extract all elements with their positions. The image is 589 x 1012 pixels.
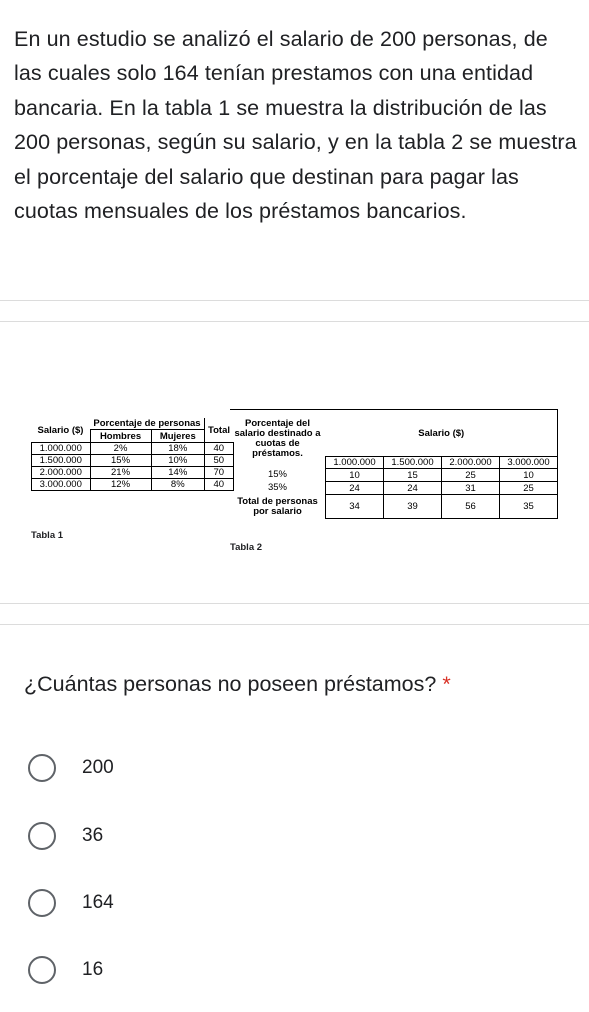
t1-cell-women: 14% bbox=[151, 467, 204, 479]
t1-cell-women: 18% bbox=[151, 443, 204, 455]
t2-cell: 10 bbox=[326, 469, 384, 482]
table-1-caption: Tabla 1 bbox=[31, 530, 64, 541]
t1-cell-men: 21% bbox=[90, 467, 151, 479]
table-row bbox=[230, 495, 558, 519]
radio-button[interactable] bbox=[28, 956, 56, 984]
option-label: 164 bbox=[82, 892, 114, 913]
t1-cell-men: 15% bbox=[90, 455, 151, 467]
t2-row-label: 35% bbox=[267, 482, 287, 493]
t1-header-women: Mujeres bbox=[151, 430, 204, 443]
t2-cell: 34 bbox=[326, 495, 384, 519]
table-2-caption: Tabla 2 bbox=[230, 542, 263, 553]
t1-header-percent: Porcentaje de personas bbox=[90, 418, 205, 430]
required-mark: * bbox=[442, 672, 451, 696]
table-row bbox=[230, 482, 558, 495]
t2-cell: 39 bbox=[384, 495, 442, 519]
t1-cell-salary: 3.000.000 bbox=[32, 479, 91, 491]
t2-cell: 31 bbox=[442, 482, 500, 495]
radio-button[interactable] bbox=[28, 754, 56, 782]
t1-cell-salary: 1.500.000 bbox=[32, 455, 91, 467]
t1-cell-men: 12% bbox=[90, 479, 151, 491]
question-text: ¿Cuántas personas no poseen préstamos? * bbox=[24, 672, 451, 696]
t1-cell-salary: 2.000.000 bbox=[32, 467, 91, 479]
t2-salary-header: 3.000.000 bbox=[500, 457, 558, 469]
t2-salary-header: 2.000.000 bbox=[442, 457, 500, 469]
option-200[interactable] bbox=[28, 752, 114, 784]
t1-cell-women: 10% bbox=[151, 455, 204, 467]
t1-cell-men: 2% bbox=[90, 443, 151, 455]
intro-text: En un estudio se analizó el salario de 200 personas, de las cuales solo 164 tenían prestamos con una entidad bancaria. En la tabla 1 se muestra la distribución de las 200 personas, según su salario, y en la tabla 2 se muestra el porcentaje del salario que destinan para pagar las cuotas mensuales de los préstamos bancarios. bbox=[14, 27, 577, 224]
radio-button[interactable] bbox=[28, 822, 56, 850]
option-164[interactable] bbox=[28, 887, 114, 919]
radio-button[interactable] bbox=[28, 889, 56, 917]
t1-cell-total: 40 bbox=[205, 443, 234, 455]
t1-cell-total: 50 bbox=[205, 455, 234, 467]
t1-cell-salary: 1.000.000 bbox=[32, 443, 91, 455]
t2-salary-header: 1.000.000 bbox=[326, 457, 384, 469]
t2-row-label: Total de personas por salario bbox=[237, 495, 318, 517]
option-36[interactable] bbox=[28, 820, 103, 852]
table-2 bbox=[230, 409, 558, 519]
t2-cell: 24 bbox=[326, 482, 384, 495]
t2-header-left: Porcentaje del salario destinado a cuotas de préstamos. bbox=[234, 418, 321, 460]
option-label: 36 bbox=[82, 825, 104, 846]
t2-cell: 56 bbox=[442, 495, 500, 519]
table-row bbox=[230, 469, 558, 482]
t1-cell-women: 8% bbox=[151, 479, 204, 491]
t1-header-total: Total bbox=[208, 424, 230, 436]
t2-cell: 15 bbox=[384, 469, 442, 482]
t1-header-salary: Salario ($) bbox=[37, 424, 84, 436]
t2-cell: 24 bbox=[384, 482, 442, 495]
option-16[interactable] bbox=[28, 954, 103, 986]
t2-cell: 25 bbox=[442, 469, 500, 482]
table-row bbox=[32, 479, 234, 491]
t2-cell: 35 bbox=[500, 495, 558, 519]
section-divider bbox=[0, 603, 589, 625]
t2-cell: 10 bbox=[500, 469, 558, 482]
t1-header-men: Hombres bbox=[90, 430, 151, 443]
option-label: 16 bbox=[82, 959, 104, 980]
t1-cell-total: 40 bbox=[205, 479, 234, 491]
t2-header-salary: Salario ($) bbox=[418, 427, 465, 439]
table-1 bbox=[31, 418, 234, 491]
table-row bbox=[32, 467, 234, 479]
table-row bbox=[32, 455, 234, 467]
table-row bbox=[32, 443, 234, 455]
t2-row-label: 15% bbox=[267, 469, 287, 480]
t1-cell-total: 70 bbox=[205, 467, 234, 479]
t2-salary-header: 1.500.000 bbox=[384, 457, 442, 469]
t2-cell: 25 bbox=[500, 482, 558, 495]
section-divider bbox=[0, 300, 589, 322]
option-label: 200 bbox=[82, 757, 114, 778]
